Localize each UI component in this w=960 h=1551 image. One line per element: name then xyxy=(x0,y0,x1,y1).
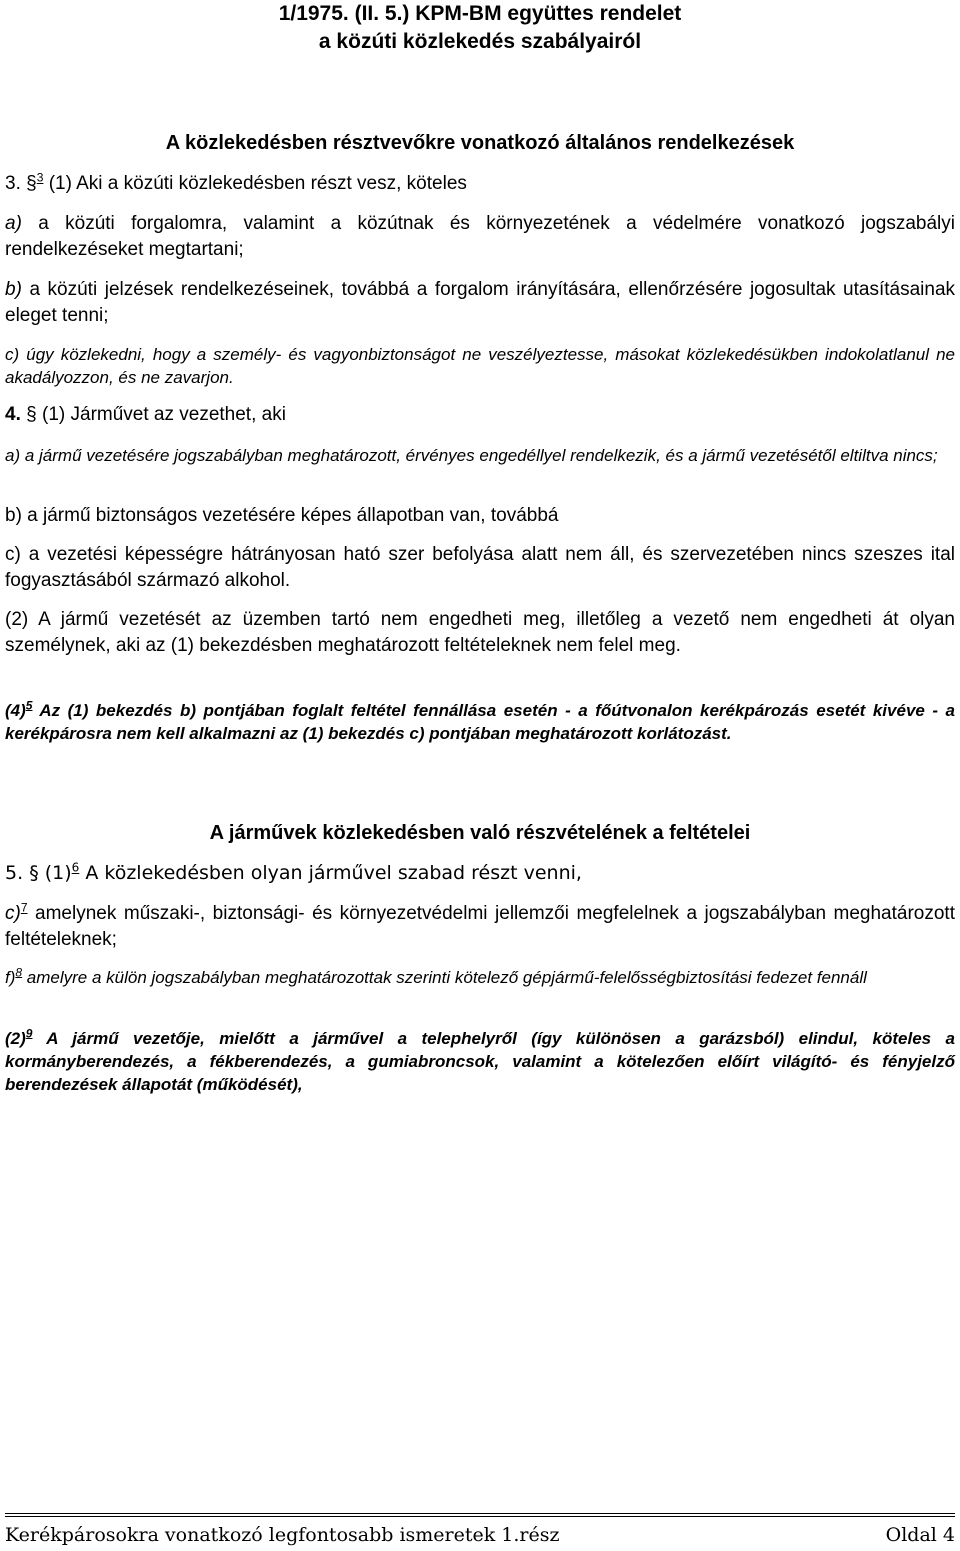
paragraph-4-4 xyxy=(5,699,955,745)
paragraph-text: Az (1) bekezdés b) pontjában foglalt feltétel fennállása esetén - a főútvonalon kerékpározás esetét kivéve - a kerékpárosra nem kell alkalmazni az (1) bekezdés c) pontjában meghatározott korlátozást. xyxy=(5,701,955,743)
point-4a: a) a jármű vezetésére jogszabályban meghatározott, érvényes engedéllyel rendelkezik, és a jármű vezetésétől eltiltva nincs; xyxy=(5,446,938,465)
paragraph-text: (1) Aki a közúti közlekedésben részt vesz, köteles xyxy=(48,173,467,194)
footnote-link[interactable]: 7 xyxy=(20,900,28,915)
point-text: amelynek műszaki-, biztonsági- és környezetvédelmi jellemzői megfelelnek a jogszabályban meghatározott feltételeknek; xyxy=(5,903,955,950)
point-text: a közúti forgalomra, valamint a közútnak és környezetének a védelmére vonatkozó jogszabályi rendelkezéseket megtartani; xyxy=(5,213,955,260)
paragraph-label: (2) xyxy=(5,1029,26,1048)
paragraph-4-2: (2) A jármű vezetését az üzemben tartó nem engedheti meg, illetőleg a vezető nem engedheti át olyan személynek, aki az (1) bekezdésben meghatározott feltételeknek nem felel meg. xyxy=(5,609,955,656)
footnote-link[interactable]: 5 xyxy=(25,698,33,713)
footnote-link[interactable]: 8 xyxy=(15,965,23,980)
point-4b: b) a jármű biztonságos vezetésére képes állapotban van, továbbá xyxy=(5,505,559,526)
point-label: c) xyxy=(5,903,21,924)
footnote-link[interactable]: 3 xyxy=(36,170,44,185)
paragraph-text: A közlekedésben olyan járművel szabad részt venni, xyxy=(79,862,582,884)
paragraph-number: 5. xyxy=(5,862,24,884)
point-a xyxy=(5,211,955,263)
paragraph-text: (1) Járművet az vezethet, aki xyxy=(42,404,286,425)
point-5f xyxy=(5,966,955,989)
document-title: 1/1975. (II. 5.) KPM-BM együttes rendelet xyxy=(278,2,682,25)
paragraph-number: 3. xyxy=(5,173,21,194)
paragraph-label: (4) xyxy=(5,701,26,720)
point-label: c) xyxy=(5,345,20,364)
point-5c xyxy=(5,901,955,953)
footnote-link[interactable]: 6 xyxy=(71,860,80,875)
section-symbol: § xyxy=(29,862,39,884)
page-number: Oldal 4 xyxy=(885,1524,955,1546)
point-label: b) xyxy=(5,279,22,300)
section-heading-vehicles: A járművek közlekedésben való részvételének a feltételei xyxy=(209,822,751,844)
point-text: a közúti jelzések rendelkezéseinek, továbbá a forgalom irányítására, ellenőrzésére jogosultak utasításainak eleget tenni; xyxy=(5,279,956,326)
point-text: amelyre a külön jogszabályban meghatározottak szerinti kötelező gépjármű-felelősségbiztosítási fedezet fennáll xyxy=(22,968,867,987)
paragraph-text: A jármű vezetője, mielőtt a járművel a telephelyről (így különösen a garázsból) elindul, köteles a kormányberendezés, a fékberendezés, a gumiabroncsok, valamint a kötelezően előírt világító- és fényjelző berendezések állapotát (működését), xyxy=(5,1029,955,1094)
section-symbol: § xyxy=(26,173,37,194)
footnote-link[interactable]: 9 xyxy=(25,1026,33,1041)
point-label: a) xyxy=(5,213,22,234)
point-label: f) xyxy=(5,968,16,987)
paragraph-3 xyxy=(5,171,955,197)
section-symbol: § xyxy=(26,404,37,425)
paragraph-4 xyxy=(5,402,955,428)
point-text: úgy közlekedni, hogy a személy- és vagyonbiztonságot ne veszélyeztesse, másokat közlekedésükben indokolatlanul ne akadályozzon, és ne zavarjon. xyxy=(5,345,955,387)
point-b xyxy=(5,277,955,329)
document-subtitle: a közúti közlekedés szabályairól xyxy=(318,30,642,53)
page-footer xyxy=(5,1513,955,1551)
paragraph-number: 4. xyxy=(5,404,21,425)
paragraph-5 xyxy=(5,860,955,886)
paragraph-label: (1) xyxy=(44,862,72,884)
point-c xyxy=(5,343,955,389)
footer-title: Kerékpárosokra vonatkozó legfontosabb ismeretek 1.rész xyxy=(5,1524,560,1546)
section-heading-general: A közlekedésben résztvevőkre vonatkozó általános rendelkezések xyxy=(165,132,795,154)
paragraph-5-2 xyxy=(5,1027,955,1096)
point-4c: c) a vezetési képességre hátrányosan ható szer befolyása alatt nem áll, és szervezetében nincs szeszes ital fogyasztásából származó alkohol. xyxy=(5,544,955,591)
